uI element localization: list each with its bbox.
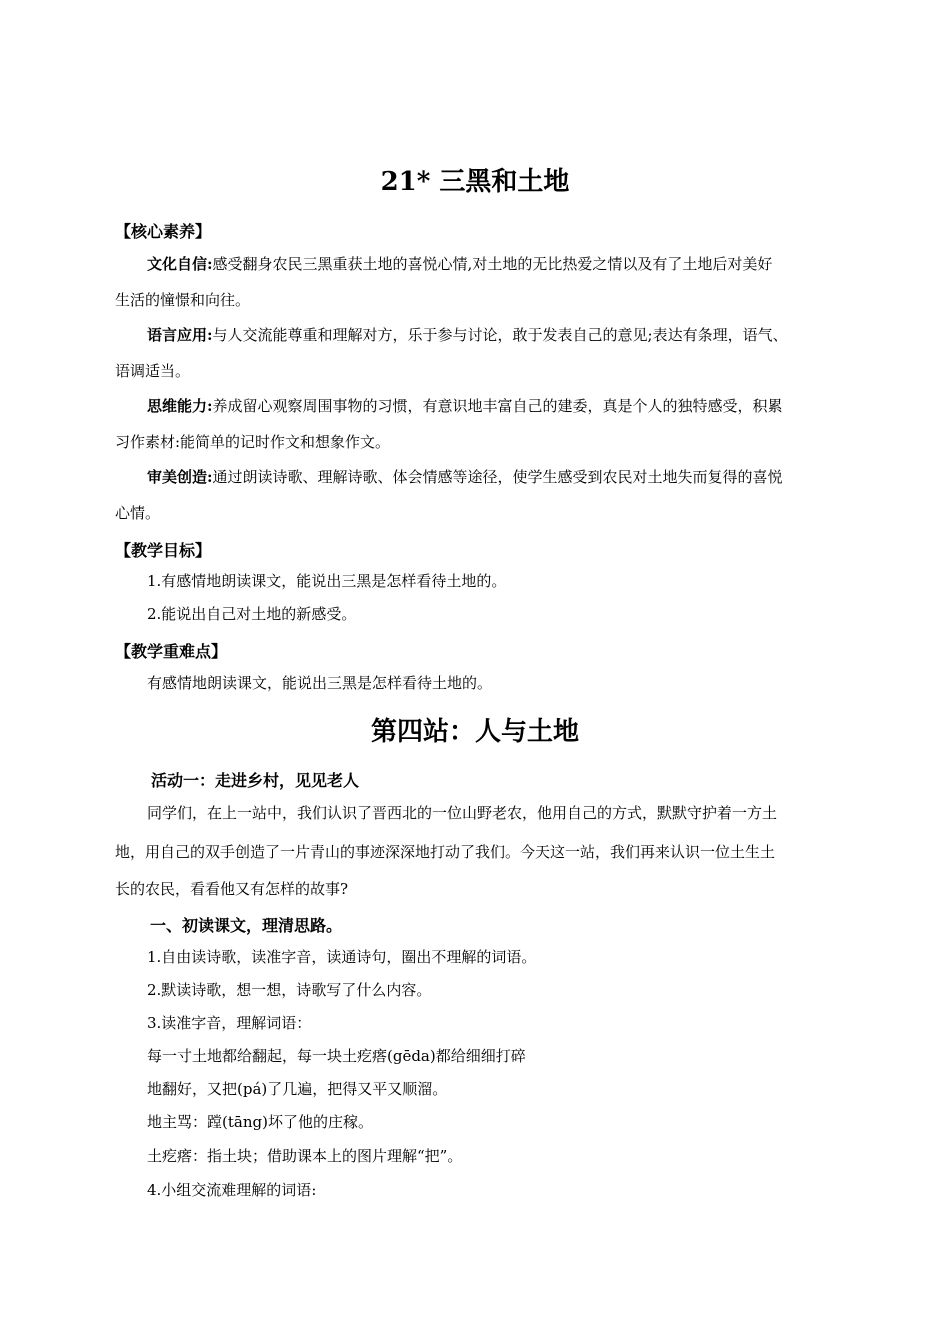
step-item: 土疙瘩：指土块；借助课本上的图片理解“把”。	[147, 1147, 463, 1165]
core-item-aesthetic	[147, 468, 783, 487]
core-item-continuation: 语调适当。	[115, 362, 191, 380]
core-item-label: 语言应用:	[147, 326, 213, 344]
step-item: 1.自由读诗歌，读准字音，读通诗句，圈出不理解的词语。	[147, 948, 537, 966]
core-item-text: 通过朗读诗歌、理解诗歌、体会情感等途径，使学生感受到农民对土地失而复得的喜悦	[212, 468, 783, 486]
goal-item: 2.能说出自己对土地的新感受。	[147, 605, 357, 623]
intro-paragraph-line: 长的农民，看看他又有怎样的故事?	[115, 880, 349, 898]
station-title: 第四站：人与土地	[370, 717, 579, 747]
core-item-thinking	[147, 397, 783, 416]
step-item: 2.默读诗歌，想一想，诗歌写了什么内容。	[147, 981, 432, 999]
core-item-culture	[147, 255, 772, 274]
step-heading: 一、初读课文，理清思路。	[150, 916, 343, 935]
step-item: 地翻好，又把(pá)了几遍，把得又平又顺溜。	[147, 1080, 448, 1098]
key-point-text: 有感情地朗读课文，能说出三黑是怎样看待土地的。	[147, 674, 493, 692]
core-item-text: 感受翻身农民三黑重获土地的喜悦心情,对土地的无比热爱之情以及有了土地后对美好	[212, 255, 773, 273]
core-item-label: 文化自信:	[147, 255, 213, 273]
core-item-text: 养成留心观察周围事物的习惯，有意识地丰富自己的建委，真是个人的独特感受，积累	[212, 397, 783, 415]
core-item-label: 审美创造:	[147, 468, 213, 486]
core-item-continuation: 心情。	[115, 504, 161, 522]
core-item-text: 与人交流能尊重和理解对方，乐于参与讨论，敢于发表自己的意见;表达有条理，语气、	[212, 326, 788, 344]
intro-paragraph-line: 同学们，在上一站中，我们认识了晋西北的一位山野老农，他用自己的方式，默默守护着一方土	[147, 804, 778, 822]
core-item-continuation: 习作素材:能简单的记时作文和想象作文。	[115, 433, 391, 451]
activity-heading: 活动一：走进乡村，见见老人	[151, 771, 360, 790]
goal-item: 1.有感情地朗读课文，能说出三黑是怎样看待土地的。	[147, 572, 507, 590]
step-item: 4.小组交流难理解的词语:	[147, 1181, 317, 1199]
step-item: 3.读准字音，理解词语：	[147, 1014, 312, 1032]
step-item: 地主骂：蹚(tāng)坏了他的庄稼。	[147, 1113, 373, 1131]
step-item: 每一寸土地都给翻起，每一块土疙瘩(gēda)都给细细打碎	[147, 1047, 526, 1065]
core-item-label: 思维能力:	[147, 397, 213, 415]
section-heading-core-literacy: 【核心素养】	[115, 222, 212, 241]
core-item-continuation: 生活的憧憬和向往。	[115, 291, 251, 309]
intro-paragraph-line: 地，用自己的双手创造了一片青山的事迹深深地打动了我们。今天这一站，我们再来认识一位土生土	[115, 843, 776, 861]
document-title: 21* 三黑和土地	[380, 167, 570, 197]
core-item-language	[147, 326, 788, 345]
section-heading-teaching-goals: 【教学目标】	[115, 541, 212, 560]
section-heading-key-points: 【教学重难点】	[115, 642, 228, 661]
